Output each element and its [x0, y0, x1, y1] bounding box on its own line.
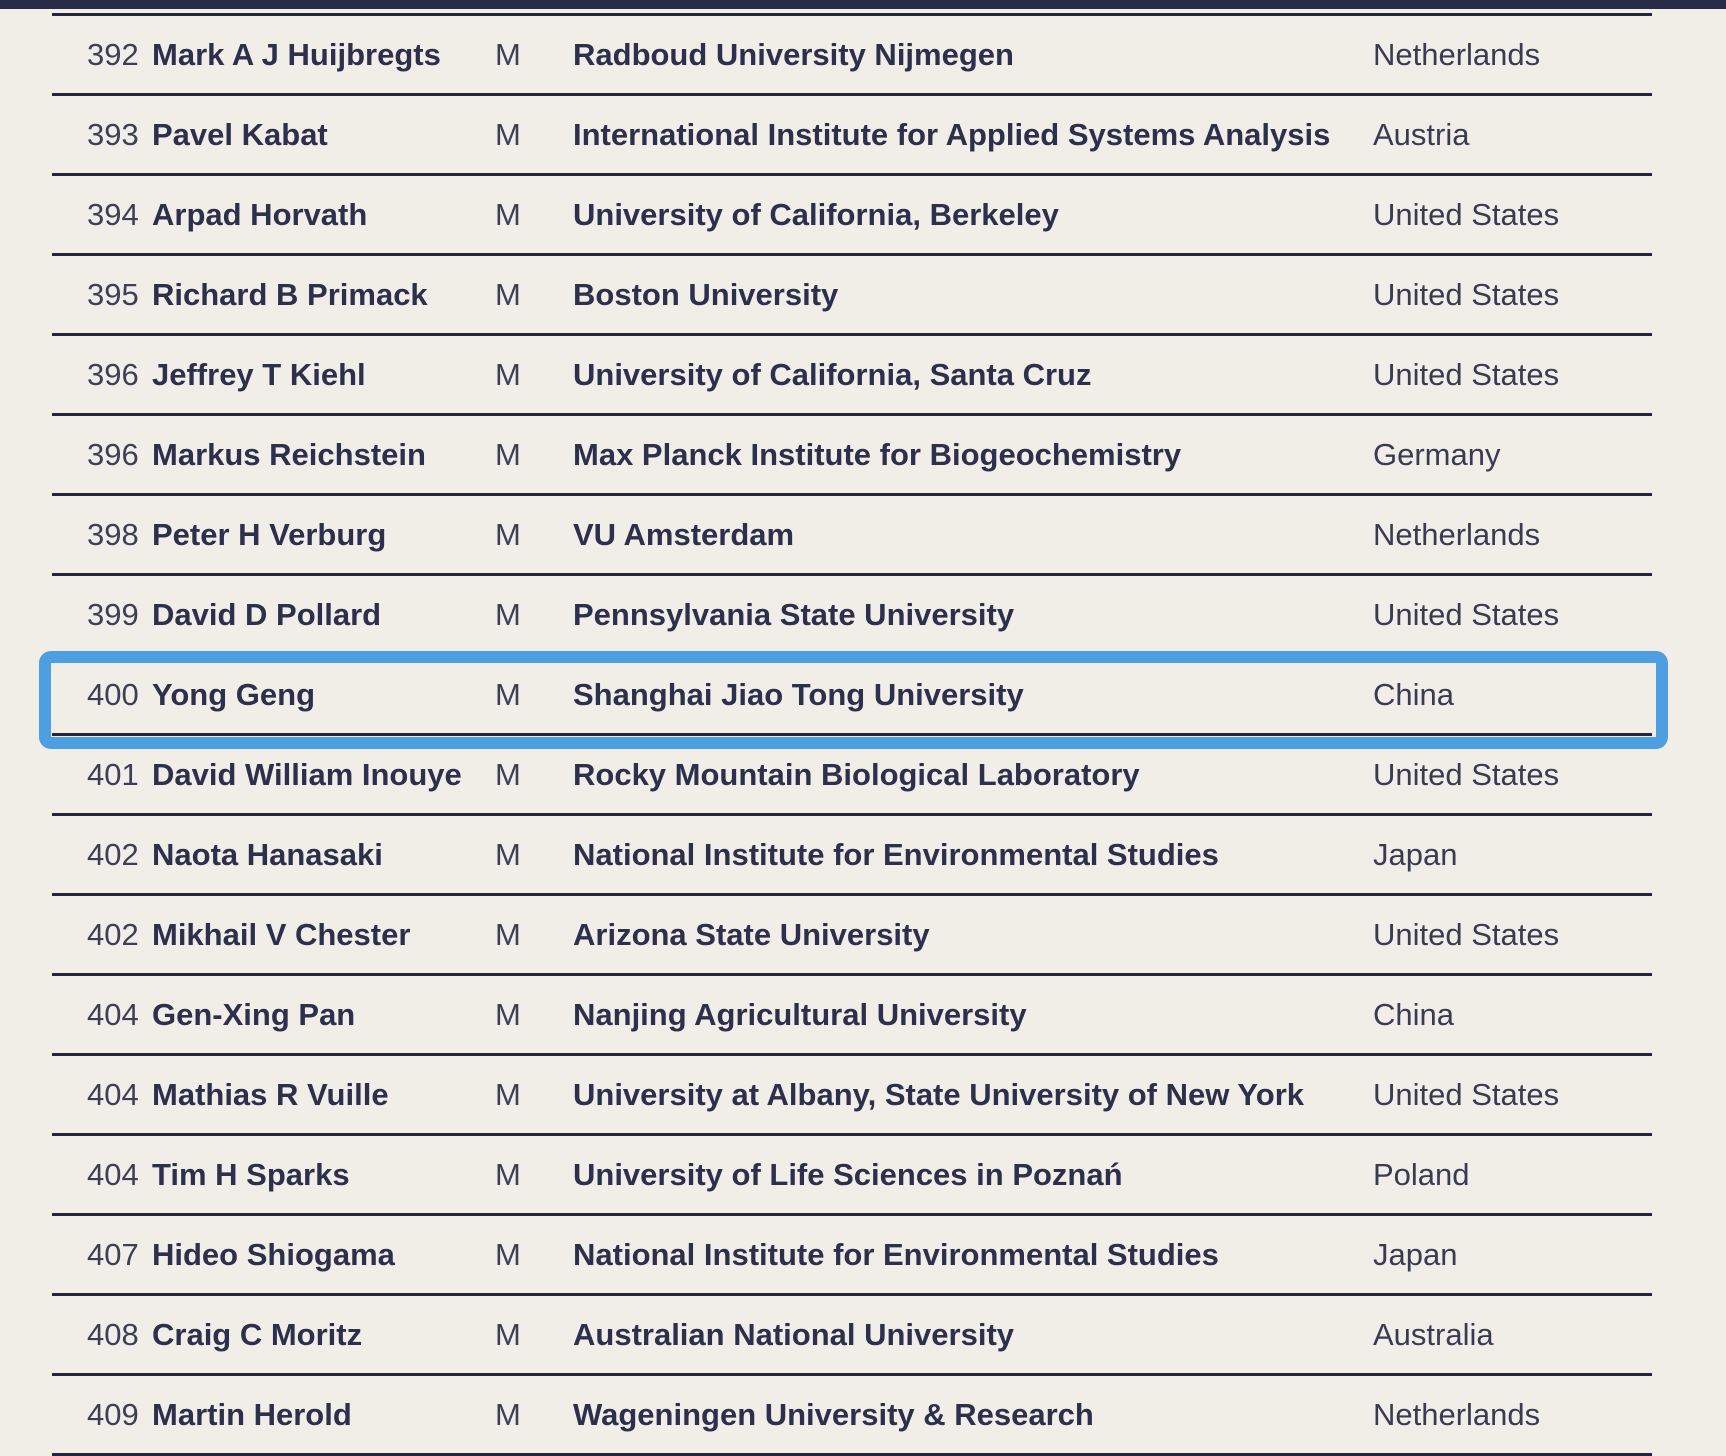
country-cell: Poland — [1373, 1157, 1470, 1192]
gender-cell: M — [495, 757, 521, 792]
country-cell: Japan — [1373, 1237, 1458, 1272]
institution-cell: Radboud University Nijmegen — [573, 37, 1014, 72]
country-cell: China — [1373, 997, 1454, 1032]
name-cell: Richard B Primack — [152, 277, 428, 312]
institution-cell: Nanjing Agricultural University — [573, 997, 1027, 1032]
table-row[interactable] — [52, 416, 1652, 496]
gender-cell: M — [495, 1237, 521, 1272]
institution-cell: Australian National University — [573, 1317, 1015, 1352]
name-cell: Yong Geng — [152, 677, 316, 712]
rank-cell: 409 — [87, 1397, 139, 1432]
gender-cell: M — [495, 1157, 521, 1192]
table-row[interactable] — [52, 96, 1652, 176]
name-cell: Martin Herold — [152, 1397, 352, 1432]
name-cell: David D Pollard — [152, 597, 382, 632]
name-cell: Craig C Moritz — [152, 1317, 363, 1352]
rank-cell: 402 — [87, 917, 139, 952]
rank-cell: 402 — [87, 837, 139, 872]
table-row[interactable] — [52, 1296, 1652, 1376]
country-cell: Netherlands — [1373, 1397, 1541, 1432]
rank-cell: 394 — [87, 197, 139, 232]
gender-cell: M — [495, 517, 521, 552]
institution-cell: Wageningen University & Research — [573, 1397, 1094, 1432]
rank-cell: 400 — [87, 677, 139, 712]
country-cell: China — [1373, 677, 1454, 712]
table-row[interactable] — [52, 1216, 1652, 1296]
table-row[interactable] — [52, 1136, 1652, 1216]
institution-cell: Pennsylvania State University — [573, 597, 1015, 632]
institution-cell: University at Albany, State University of New York — [573, 1077, 1305, 1112]
rank-cell: 395 — [87, 277, 139, 312]
name-cell: Mark A J Huijbregts — [152, 37, 441, 72]
gender-cell: M — [495, 197, 521, 232]
institution-cell: University of California, Santa Cruz — [573, 357, 1092, 392]
ranking-table — [52, 13, 1652, 1456]
gender-cell: M — [495, 677, 521, 712]
rank-cell: 396 — [87, 437, 139, 472]
rank-cell: 392 — [87, 37, 139, 72]
name-cell: Mathias R Vuille — [152, 1077, 389, 1112]
institution-cell: International Institute for Applied Systems Analysis — [573, 117, 1331, 152]
country-cell: United States — [1373, 1077, 1560, 1112]
rank-cell: 393 — [87, 117, 139, 152]
table-row[interactable] — [52, 736, 1652, 816]
name-cell: Gen-Xing Pan — [152, 997, 356, 1032]
rank-cell: 404 — [87, 1157, 139, 1192]
name-cell: Markus Reichstein — [152, 437, 426, 472]
name-cell: Arpad Horvath — [152, 197, 368, 232]
institution-cell: National Institute for Environmental Studies — [573, 837, 1219, 872]
gender-cell: M — [495, 837, 521, 872]
rank-cell: 399 — [87, 597, 139, 632]
country-cell: Austria — [1373, 117, 1470, 152]
table-row[interactable] — [52, 816, 1652, 896]
gender-cell: M — [495, 597, 521, 632]
institution-cell: Max Planck Institute for Biogeochemistry — [573, 437, 1182, 472]
name-cell: Naota Hanasaki — [152, 837, 383, 872]
country-cell: Australia — [1373, 1317, 1494, 1352]
country-cell: United States — [1373, 197, 1560, 232]
table-row[interactable] — [52, 496, 1652, 576]
rank-cell: 401 — [87, 757, 139, 792]
gender-cell: M — [495, 997, 521, 1032]
rank-cell: 396 — [87, 357, 139, 392]
country-cell: United States — [1373, 597, 1560, 632]
table-row[interactable] — [52, 896, 1652, 976]
rank-cell: 398 — [87, 517, 139, 552]
name-cell: David William Inouye — [152, 757, 462, 792]
rank-cell: 404 — [87, 1077, 139, 1112]
gender-cell: M — [495, 917, 521, 952]
institution-cell: Shanghai Jiao Tong University — [573, 677, 1024, 712]
institution-cell: University of Life Sciences in Poznań — [573, 1157, 1123, 1192]
table-row[interactable] — [52, 576, 1652, 656]
table-row[interactable] — [52, 256, 1652, 336]
table-row[interactable] — [52, 976, 1652, 1056]
institution-cell: VU Amsterdam — [573, 517, 795, 552]
gender-cell: M — [495, 277, 521, 312]
table-row[interactable] — [52, 176, 1652, 256]
name-cell: Mikhail V Chester — [152, 917, 411, 952]
institution-cell: Rocky Mountain Biological Laboratory — [573, 757, 1140, 792]
name-cell: Peter H Verburg — [152, 517, 387, 552]
country-cell: United States — [1373, 917, 1560, 952]
name-cell: Jeffrey T Kiehl — [152, 357, 366, 392]
gender-cell: M — [495, 1077, 521, 1112]
institution-cell: Arizona State University — [573, 917, 930, 952]
gender-cell: M — [495, 117, 521, 152]
institution-cell: Boston University — [573, 277, 839, 312]
rank-cell: 407 — [87, 1237, 139, 1272]
institution-cell: University of California, Berkeley — [573, 197, 1059, 232]
country-cell: United States — [1373, 277, 1560, 312]
institution-cell: National Institute for Environmental Studies — [573, 1237, 1219, 1272]
table-row[interactable] — [52, 1056, 1652, 1136]
rank-cell: 404 — [87, 997, 139, 1032]
gender-cell: M — [495, 1317, 521, 1352]
name-cell: Pavel Kabat — [152, 117, 328, 152]
country-cell: United States — [1373, 757, 1560, 792]
name-cell: Hideo Shiogama — [152, 1237, 395, 1272]
table-row[interactable] — [52, 336, 1652, 416]
gender-cell: M — [495, 437, 521, 472]
country-cell: Netherlands — [1373, 517, 1541, 552]
country-cell: United States — [1373, 357, 1560, 392]
table-row[interactable] — [52, 16, 1652, 96]
name-cell: Tim H Sparks — [152, 1157, 350, 1192]
country-cell: Netherlands — [1373, 37, 1541, 72]
rank-cell: 408 — [87, 1317, 139, 1352]
gender-cell: M — [495, 1397, 521, 1432]
table-row[interactable] — [52, 1376, 1652, 1456]
gender-cell: M — [495, 37, 521, 72]
top-bar — [0, 0, 1726, 9]
table-row-highlighted[interactable] — [52, 656, 1652, 736]
gender-cell: M — [495, 357, 521, 392]
country-cell: Japan — [1373, 837, 1458, 872]
country-cell: Germany — [1373, 437, 1501, 472]
